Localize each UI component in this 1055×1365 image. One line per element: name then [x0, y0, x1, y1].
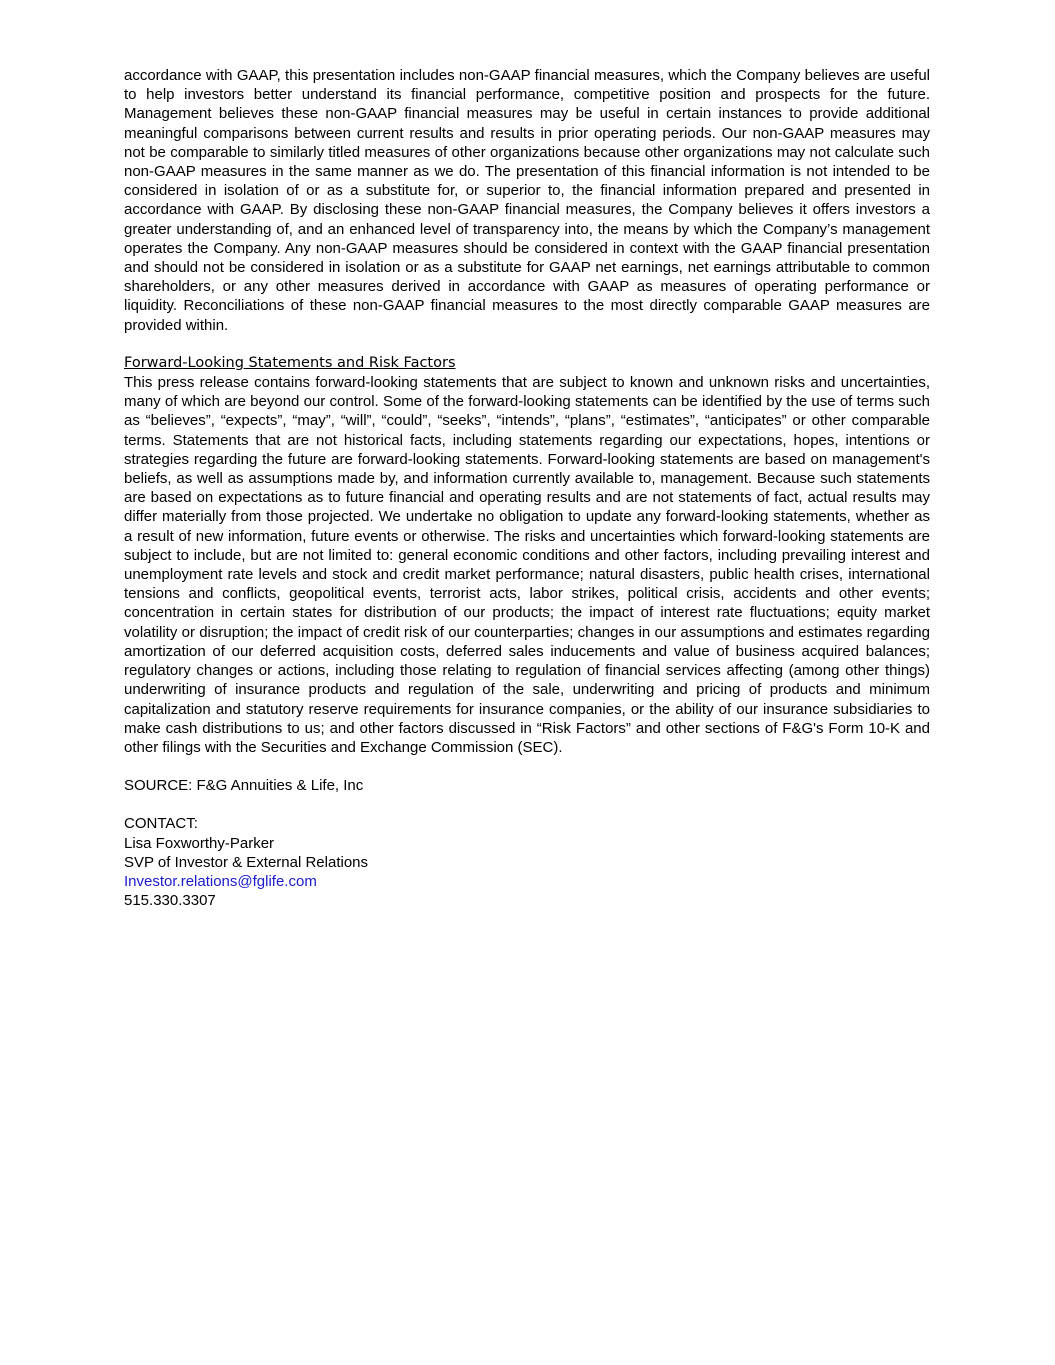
document-page: [124, 66, 930, 910]
forward-looking-paragraph: This press release contains forward-looking statements that are subject to known and unknown risks and uncertainties, many of which are beyond our control. Some of the forward-looking statements can be identified by the use of terms such as “believes”, “expects”, “may”, “will”, “could”, “seeks”, “intends”, “plans”, “estimates”, “anticipates” or other comparable terms. Statements that are not historical facts, including statements regarding our expectations, hopes, intentions or strategies regarding the future are forward-looking statements. Forward-looking statements are based on management's beliefs, as well as assumptions made by, and information currently available to, management. Because such statements are based on expectations as to future financial and operating results and are not statements of fact, actual results may differ materially from those projected. We undertake no obligation to update any forward-looking statements, whether as a result of new information, future events or otherwise. The risks and uncertainties which forward-looking statements are subject to include, but are not limited to: general economic conditions and other factors, including prevailing interest and unemployment rate levels and stock and credit market performance; natural disasters, public health crises, international tensions and conflicts, geopolitical events, terrorist acts, labor strikes, political crisis, accidents and other events; concentration in certain states for distribution of our products; the impact of interest rate fluctuations; equity market volatility or disruption; the impact of credit risk of our counterparties; changes in our assumptions and estimates regarding amortization of our deferred acquisition costs, deferred sales inducements and value of business acquired balances; regulatory changes or actions, including those relating to regulation of financial services affecting (among other things) underwriting of insurance products and regulation of the sale, underwriting and pricing of products and minimum capitalization and statutory reserve requirements for insurance companies, or the ability of our insurance subsidiaries to make cash distributions to us; and other factors discussed in “Risk Factors” and other sections of F&G's Form 10-K and other filings with the Securities and Exchange Commission (SEC).: [124, 374, 930, 756]
contact-name: Lisa Foxworthy-Parker: [124, 834, 275, 852]
contact-phone: 515.330.3307: [124, 892, 216, 910]
forward-looking-heading: Forward-Looking Statements and Risk Factors: [124, 354, 456, 371]
spacer: [124, 757, 930, 776]
spacer: [124, 335, 930, 354]
contact-title: SVP of Investor & External Relations: [124, 853, 369, 871]
spacer: [124, 795, 930, 814]
non-gaap-paragraph: accordance with GAAP, this presentation includes non-GAAP financial measures, which the Company believes are useful to help investors better understand its financial performance, competitive position and prospects for the future. Management believes these non-GAAP financial measures may be useful in certain instances to provide additional meaningful comparisons between current results and results in prior operating periods. Our non-GAAP measures may not be comparable to similarly titled measures of other organizations because other organizations may not calculate such non-GAAP measures in the same manner as we do. The presentation of this financial information is not intended to be considered in isolation of or as a substitute for, or superior to, the financial information prepared and presented in accordance with GAAP. By disclosing these non-GAAP financial measures, the Company believes it offers investors a greater understanding of, and an enhanced level of transparency into, the means by which the Company’s management operates the Company. Any non-GAAP measures should be considered in context with the GAAP financial presentation and should not be considered in isolation or as a substitute for GAAP net earnings, net earnings attributable to common shareholders, or any other measures derived in accordance with GAAP as measures of operating performance or liquidity. Reconciliations of these non-GAAP financial measures to the most directly comparable GAAP measures are provided within.: [124, 67, 930, 334]
source-line: SOURCE: F&G Annuities & Life, Inc: [124, 777, 364, 795]
contact-email-line: [124, 872, 930, 891]
contact-email-link[interactable]: Investor.relations@fglife.com: [124, 872, 317, 890]
contact-label: CONTACT:: [124, 815, 198, 833]
contact-block: [124, 814, 930, 910]
